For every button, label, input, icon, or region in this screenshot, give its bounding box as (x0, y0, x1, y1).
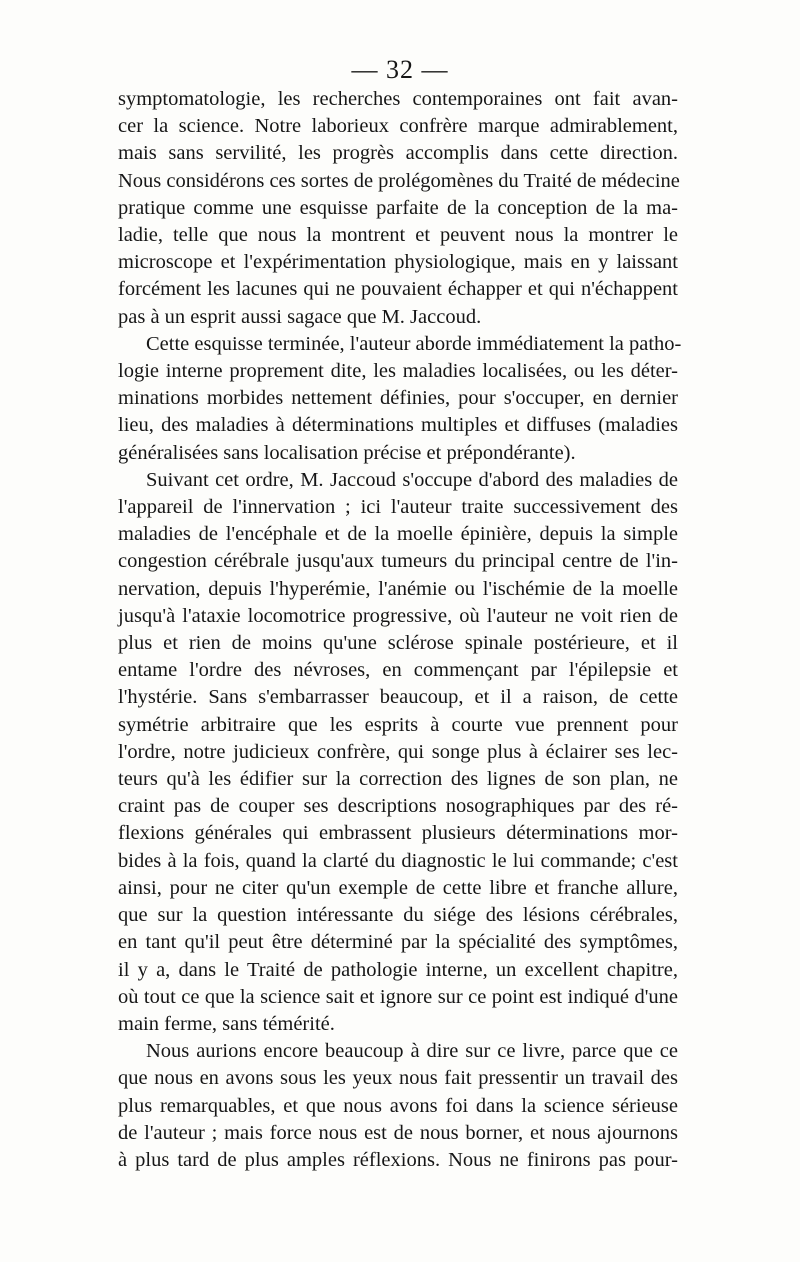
text-line: Suivant cet ordre, M. Jaccoud s'occupe d'abord des maladies de (146, 468, 678, 491)
text-line: symétrie arbitraire que les esprits à courte vue prennent pour (118, 713, 678, 736)
text-line: entame l'ordre des névroses, en commençant par l'épilepsie et (118, 659, 678, 682)
paragraph-4 (118, 1038, 678, 1174)
text-line: lieu, des maladies à déterminations multiples et diffuses (maladies (118, 414, 678, 437)
text-line: minations morbides nettement définies, pour s'occuper, en dernier (118, 387, 678, 410)
text-line: généralisées sans localisation précise et prépondérante). (118, 441, 576, 464)
text-line: l'ordre, notre judicieux confrère, qui songe plus à éclairer ses lec- (118, 740, 678, 763)
text-line: forcément les lacunes qui ne pouvaient échapper et qui n'échappent (118, 278, 678, 301)
text-line: mais sans servilité, les progrès accomplis dans cette direction. (118, 142, 678, 165)
text-line: jusqu'à l'ataxie locomotrice progressive, où l'auteur ne voit rien de (118, 604, 678, 627)
text-line: microscope et l'expérimentation physiologique, mais en y laissant (118, 251, 678, 274)
text-line: que nous en avons sous les yeux nous fait pressentir un travail des (118, 1067, 678, 1090)
text-line: en tant qu'il peut être déterminé par la spécialité des symptômes, (118, 931, 678, 954)
text-line: plus remarquables, et que nous avons foi dans la science sérieuse (118, 1094, 678, 1117)
text-line: congestion cérébrale jusqu'aux tumeurs du principal centre de l'in- (118, 550, 678, 573)
text-line: pratique comme une esquisse parfaite de la conception de la ma- (118, 196, 678, 219)
text-line: symptomatologie, les recherches contemporaines ont fait avan- (118, 88, 678, 110)
text-line: teurs qu'à les édifier sur la correction des lignes de son plan, ne (118, 768, 678, 791)
paragraph-3 (118, 467, 678, 1038)
text-line: cer la science. Notre laborieux confrère marque admirablement, (118, 115, 678, 138)
body-text (118, 86, 682, 1174)
text-line: l'hystérie. Sans s'embarrasser beaucoup, et il a raison, de cette (118, 686, 678, 709)
page-number: — 32 — (351, 55, 449, 84)
text-line: Nous considérons ces sortes de prolégomènes du Traité de médecine (118, 169, 680, 192)
text-line: craint pas de couper ses descriptions nosographiques par des ré- (118, 795, 678, 818)
text-line: que sur la question intéressante du siége des lésions cérébrales, (118, 904, 678, 927)
text-line: de l'auteur ; mais force nous est de nous borner, et nous ajournons (118, 1121, 678, 1144)
text-line: Cette esquisse terminée, l'auteur aborde immédiatement la patho- (146, 332, 682, 355)
text-line: où tout ce que la science sait et ignore sur ce point est indiqué d'une (118, 985, 678, 1008)
text-line: pas à un esprit aussi sagace que M. Jaccoud. (118, 305, 482, 328)
text-line: logie interne proprement dite, les maladies localisées, ou les déter- (118, 360, 678, 383)
text-line: main ferme, sans témérité. (118, 1012, 335, 1035)
text-line: à plus tard de plus amples réflexions. Nous ne finirons pas pour- (118, 1148, 678, 1171)
paragraph-2 (118, 331, 682, 467)
text-line: flexions générales qui embrassent plusieurs déterminations mor- (118, 822, 678, 845)
paragraph-1 (118, 86, 678, 331)
text-line: l'appareil de l'innervation ; ici l'auteur traite successivement des (118, 496, 678, 519)
text-line: ainsi, pour ne citer qu'un exemple de cette libre et franche allure, (118, 876, 678, 899)
text-line: ladie, telle que nous la montrent et peuvent nous la montrer le (118, 224, 678, 247)
text-line: il y a, dans le Traité de pathologie interne, un excellent chapitre, (118, 958, 678, 981)
text-line: maladies de l'encéphale et de la moelle épinière, depuis la simple (118, 523, 678, 546)
text-line: Nous aurions encore beaucoup à dire sur ce livre, parce que ce (146, 1040, 678, 1063)
text-line: nervation, depuis l'hyperémie, l'anémie ou l'ischémie de la moelle (118, 577, 678, 600)
text-line: bides à la fois, quand la clarté du diagnostic le lui commande; c'est (118, 849, 678, 872)
text-line: plus et rien de moins qu'une sclérose spinale postérieure, et il (118, 632, 678, 655)
